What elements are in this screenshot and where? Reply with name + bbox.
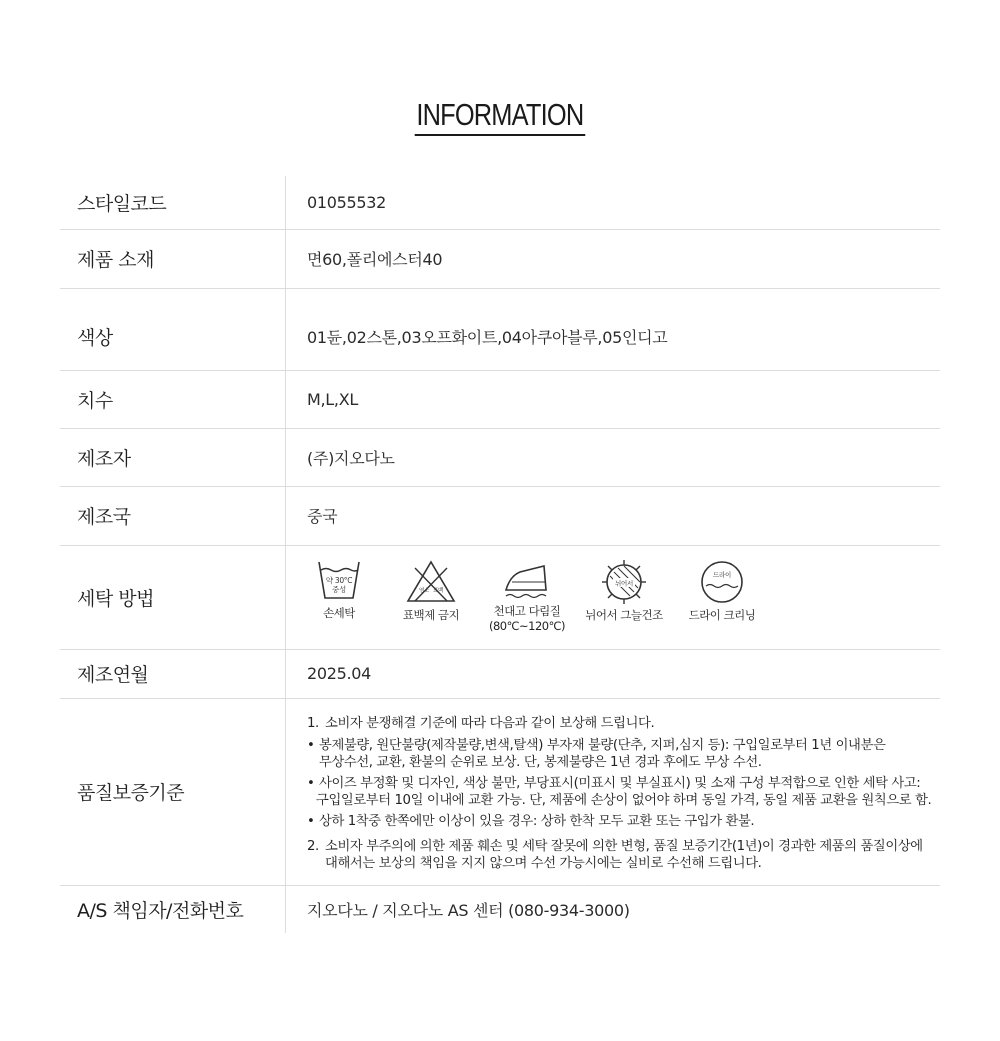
iron-icon bbox=[504, 560, 550, 600]
country-value: 중국 bbox=[286, 486, 941, 545]
wash-item-iron bbox=[478, 560, 576, 634]
date-label: 제조연월 bbox=[60, 649, 286, 698]
quality-bullet-2: • 사이즈 부정확 및 디자인, 색상 불만, 부당표시(미표시 및 부실표시) 및 소재 구성 부적합으로 인한 세탁 사고: 구입일로부터 10일 이내에 교환 가능. 단, 제품에 손상이 없어야 하며 동일 가격, 동일 제품 교환을 원칙으로 함. bbox=[307, 776, 932, 808]
quality-bullet-1: • 봉제불량, 원단불량(제작불량,변색,탈색) 부자재 불량(단추, 지퍼,심지 등): 구입일로부터 1년 이내분은 무상수선, 교환, 환불의 순위로 보상. 단, 봉제불량은 1년 경과 후에도 무상 수선. bbox=[307, 738, 886, 770]
hand-wash-temp-text: 약 30°C bbox=[325, 576, 353, 585]
table-row-style-code bbox=[60, 176, 940, 229]
table-row-manufacturer bbox=[60, 428, 940, 486]
page-title-wrap bbox=[0, 98, 1000, 136]
dry-clean-icon bbox=[700, 560, 744, 604]
iron-temp-label: (80℃~120℃) bbox=[488, 619, 566, 633]
quality-value bbox=[286, 698, 941, 885]
table-row-material bbox=[60, 229, 940, 288]
quality-text bbox=[307, 699, 940, 884]
table-row-size bbox=[60, 370, 940, 428]
table-row-as bbox=[60, 885, 940, 933]
dry-clean-icon-text: 드라이 bbox=[713, 571, 731, 579]
table-row-quality bbox=[60, 698, 940, 885]
manufacturer-label: 제조자 bbox=[60, 428, 286, 486]
dry-clean-label: 드라이 크리닝 bbox=[688, 608, 756, 622]
shade-dry-icon-text: 뉘어서 bbox=[615, 579, 633, 588]
no-bleach-label: 표백제 금지 bbox=[402, 608, 460, 622]
table-row-country bbox=[60, 486, 940, 545]
no-bleach-icon bbox=[406, 560, 456, 604]
wash-item-no-bleach bbox=[384, 560, 478, 623]
iron-label: 천대고 다림질 bbox=[493, 604, 561, 618]
quality-label: 품질보증기준 bbox=[60, 698, 286, 885]
quality-item-2: 2. 소비자 부주의에 의한 제품 훼손 및 세탁 잘못에 의한 변형, 품질 보증기간(1년)이 경과한 제품의 품질이상에 대해서는 보상의 책임을 지지 않으며 수선 가능시에는 실비로 수선해 드립니다. bbox=[307, 839, 923, 871]
manufacturer-value: (주)지오다노 bbox=[286, 428, 941, 486]
color-label: 색상 bbox=[60, 288, 286, 370]
washing-label: 세탁 방법 bbox=[60, 545, 286, 649]
size-label: 치수 bbox=[60, 370, 286, 428]
washing-value bbox=[286, 545, 941, 649]
wash-item-hand bbox=[294, 560, 384, 621]
quality-item-1: 1. 소비자 분쟁해결 기준에 따라 다음과 같이 보상해 드립니다. bbox=[307, 716, 655, 731]
material-value: 면60,폴리에스터40 bbox=[286, 229, 941, 288]
hand-wash-icon bbox=[317, 560, 361, 602]
no-bleach-text-1: 염소 bbox=[418, 588, 430, 594]
style-code-value: 01055532 bbox=[286, 176, 941, 229]
hand-wash-label: 손세탁 bbox=[323, 606, 355, 620]
shade-dry-icon bbox=[600, 560, 648, 604]
material-label: 제품 소재 bbox=[60, 229, 286, 288]
table-row-color bbox=[60, 288, 940, 370]
wash-item-dry-clean bbox=[672, 560, 772, 623]
country-label: 제조국 bbox=[60, 486, 286, 545]
product-info-table bbox=[60, 176, 940, 933]
size-value: M,L,XL bbox=[286, 370, 941, 428]
table-row-date bbox=[60, 649, 940, 698]
wash-item-shade-dry bbox=[576, 560, 672, 623]
as-label: A/S 책임자/전화번호 bbox=[60, 885, 286, 933]
shade-dry-label: 뉘어서 그늘건조 bbox=[585, 608, 663, 622]
washing-icons bbox=[294, 560, 940, 634]
color-value: 01듄,02스톤,03오프화이트,04아쿠아블루,05인디고 bbox=[286, 288, 941, 370]
style-code-label: 스타일코드 bbox=[60, 176, 286, 229]
page-title: INFORMATION bbox=[415, 98, 585, 136]
as-value: 지오다노 / 지오다노 AS 센터 (080-934-3000) bbox=[307, 900, 630, 920]
date-value: 2025.04 bbox=[286, 649, 941, 698]
no-bleach-text-2: 표백 bbox=[432, 588, 444, 594]
table-row-washing bbox=[60, 545, 940, 649]
quality-bullet-3: • 상하 1착중 한쪽에만 이상이 있을 경우: 상하 한착 모두 교환 또는 구입가 환불. bbox=[307, 814, 755, 829]
hand-wash-detergent-text: 중성 bbox=[332, 585, 346, 594]
